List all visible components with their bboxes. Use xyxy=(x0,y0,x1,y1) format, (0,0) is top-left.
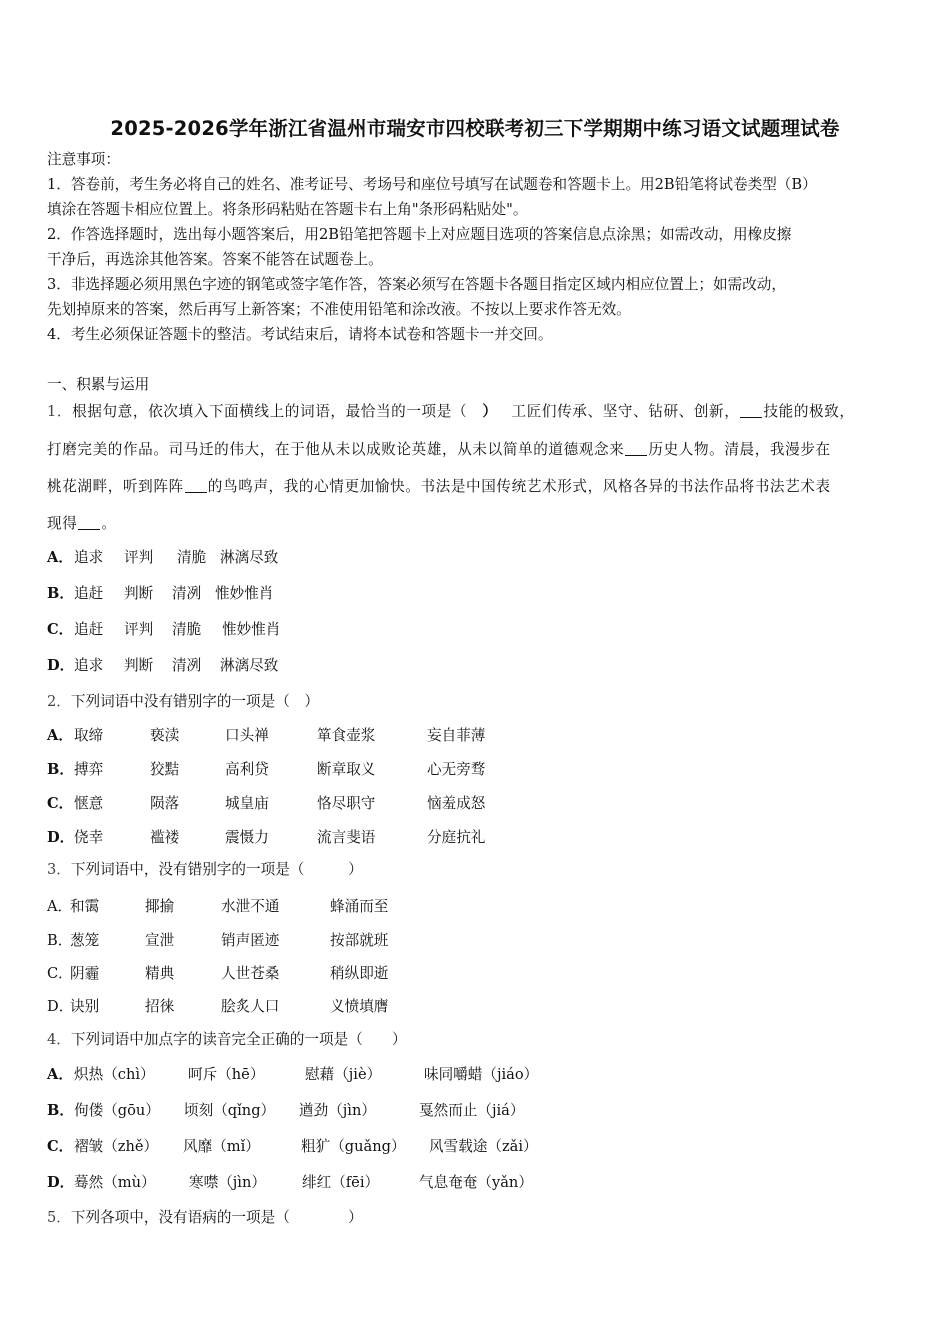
question-1-line: 桃花湖畔，听到阵阵 的鸟鸣声，我的心情更加愉快。书法是中国传统艺术形式，风格各异的书法作品将书法艺术表 xyxy=(47,478,831,495)
fill-blank xyxy=(740,403,762,418)
fill-blank xyxy=(185,478,207,493)
notice-line: 填涂在答题卡相应位置上。将条形码粘贴在答题卡右上角"条形码粘贴处"。 xyxy=(47,201,528,218)
question-1-line: 打磨完美的作品。司马迁的伟大，在于他从未以成败论英雄，从未以简单的道德观念来 历史人物。清晨，我漫步在 xyxy=(47,441,831,458)
question-5-stem: 5．下列各项中，没有语病的一项是（ ） xyxy=(47,1209,363,1226)
notice-line: 4．考生必须保证答题卡的整洁。考试结束后，请将本试卷和答题卡一并交回。 xyxy=(47,326,553,343)
question-4-stem: 4．下列词语中加点字的读音完全正确的一项是（ ） xyxy=(47,1031,407,1048)
option-row: D． 侥幸 褴褛 震慑力 流言斐语 分庭抗礼 xyxy=(47,829,486,846)
option-row: D． 诀别 招徕 脍炙人口 义愤填膺 xyxy=(47,998,389,1015)
question-number: 5． xyxy=(47,1209,71,1226)
option-row: A． 和霭 揶揄 水泄不通 蜂涌而至 xyxy=(47,898,389,915)
option-row: C． 惬意 陨落 城皇庙 恪尽职守 恼羞成怒 xyxy=(47,795,486,812)
question-number: 1． xyxy=(47,403,73,420)
option-row: C． 追赶 评判 清脆 惟妙惟肖 xyxy=(47,621,281,638)
option-row: B． 搏弈 狡黠 高利贷 断章取义 心无旁骛 xyxy=(47,761,486,778)
question-2-stem: 2．下列词语中没有错别字的一项是（ ） xyxy=(47,693,319,710)
notice-line: 干净后，再选涂其他答案。答案不能答在试题卷上。 xyxy=(47,251,383,268)
option-row: D． 蓦然（mù） 寒噤（jìn） 绯红（fēi） 气息奄奄（yǎn） xyxy=(47,1174,533,1191)
notice-line: 2．作答选择题时，选出每小题答案后，用2B铅笔把答题卡上对应题目选项的答案信息点涂黑；如需改动，用橡皮擦 xyxy=(47,226,792,243)
option-row: A． 取缔 亵渎 口头禅 箪食壶浆 妄自菲薄 xyxy=(47,727,486,744)
notice-heading: 注意事项： xyxy=(47,151,120,168)
question-number: 4． xyxy=(47,1031,71,1048)
section-heading: 一、积累与运用 xyxy=(47,376,150,393)
option-row: B． 葱笼 宣泄 销声匿迹 按部就班 xyxy=(47,932,389,949)
question-number: 2． xyxy=(47,693,71,710)
option-row: A． 追求 评判 清脆 淋漓尽致 xyxy=(47,549,279,566)
option-row: B． 追赶 判断 清冽 惟妙惟肖 xyxy=(47,585,274,602)
question-1-line: 1．根据句意，依次填入下面横线上的词语，最恰当的一项是（ ） 工匠们传承、坚守、钻研、创新， 技能的极致， xyxy=(47,403,855,420)
option-row: B． 佝偻（gōu） 顷刻（qǐng） 遒劲（jìn） 戛然而止（jiá） xyxy=(47,1102,525,1119)
question-number: 3． xyxy=(47,861,71,878)
option-row: C． 阴霾 精典 人世苍桑 稍纵即逝 xyxy=(47,965,389,982)
fill-blank xyxy=(78,515,100,530)
notice-line: 1．答卷前，考生务必将自己的姓名、准考证号、考场号和座位号填写在试题卷和答题卡上。用2B铅笔将试卷类型（B） xyxy=(47,176,817,193)
question-1-line: 现得 。 xyxy=(47,515,117,532)
option-row: A． 炽热（chì） 呵斥（hē） 慰藉（jiè） 味同嚼蜡（jiáo） xyxy=(47,1066,539,1083)
fill-blank xyxy=(625,441,647,456)
page-title: 2025-2026学年浙江省温州市瑞安市四校联考初三下学期期中练习语文试题理试卷 xyxy=(110,117,840,140)
notice-line: 先划掉原来的答案，然后再写上新答案；不准使用铅笔和涂改液。不按以上要求作答无效。 xyxy=(47,301,631,318)
option-row: D． 追求 判断 清冽 淋漓尽致 xyxy=(47,657,279,674)
question-3-stem: 3．下列词语中，没有错别字的一项是（ ） xyxy=(47,861,363,878)
notice-line: 3．非选择题必须用黑色字迹的钢笔或签字笔作答，答案必须写在答题卡各题目指定区域内相应位置上；如需改动， xyxy=(47,276,786,293)
option-row: C． 褶皱（zhě） 风靡（mǐ） 粗犷（guǎng） 风雪载途（zǎi） xyxy=(47,1138,538,1155)
